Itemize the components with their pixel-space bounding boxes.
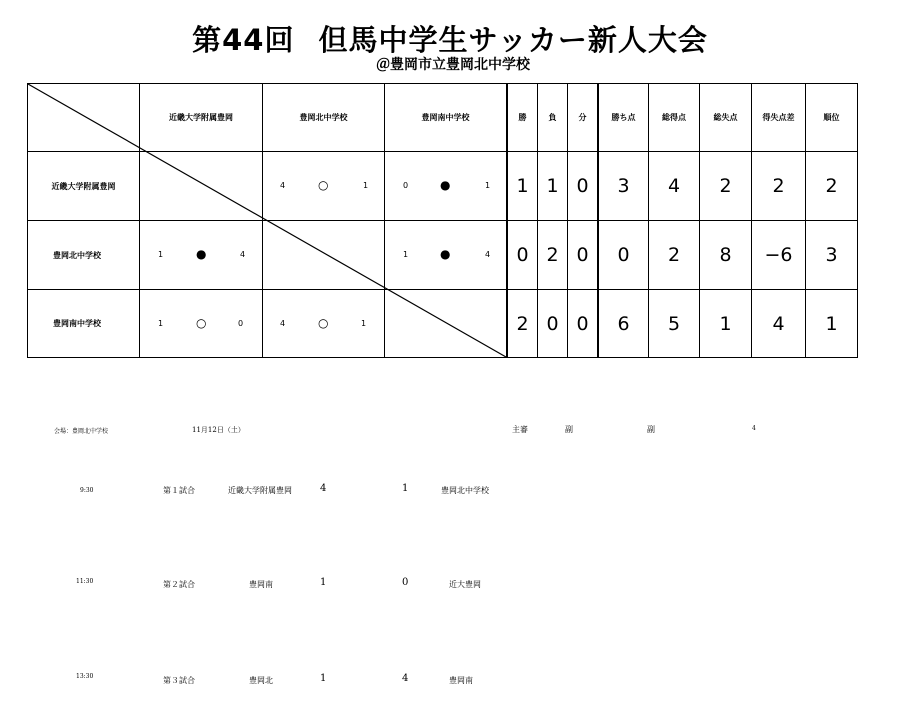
referee-assist1-label: 副: [565, 425, 573, 434]
header-points: 勝ち点: [611, 113, 636, 122]
match-score-for: 1: [158, 319, 164, 328]
stat-goals-for: 4: [667, 175, 681, 197]
stat-goal-diff: 2: [772, 175, 785, 197]
match-home-score: 4: [320, 483, 327, 494]
stat-rank: 3: [825, 244, 838, 266]
header-team-kita: 豊岡北中学校: [299, 113, 348, 122]
match-home-team: 豊岡南: [249, 580, 273, 589]
match-home-team: 豊岡北: [249, 676, 273, 685]
stat-goals-for: 5: [667, 312, 681, 335]
venue-subtitle: ＠豊岡市立豊岡北中学校: [376, 57, 530, 73]
match-home-score: 1: [320, 577, 327, 588]
header-goals-for: 総得点: [662, 113, 686, 122]
header-rank: 順位: [823, 113, 840, 122]
stat-goals-against: 8: [719, 244, 732, 266]
match-time: 11:30: [76, 578, 94, 585]
header-goal-diff: 得失点差: [762, 113, 795, 122]
stat-goals-against: 2: [719, 175, 732, 197]
header-losses: 負: [548, 113, 557, 122]
header-team-minami: 豊岡南中学校: [421, 113, 470, 122]
title-prefix: 第44回: [192, 23, 295, 57]
referee-chief-label: 主審: [512, 425, 528, 434]
stat-draws: 0: [576, 244, 589, 266]
match-score-against: 1: [361, 319, 367, 328]
match-result-mark: ○: [318, 178, 329, 192]
match-score-against: 1: [363, 181, 369, 190]
stat-draws: 0: [576, 175, 589, 197]
row-name-kindai: 近畿大学附属豊岡: [51, 181, 116, 191]
header-goals-against: 総失点: [713, 113, 738, 122]
stat-goals-for: 2: [667, 244, 681, 266]
stat-points: 0: [617, 244, 630, 266]
match-away-team: 豊岡南: [449, 676, 473, 685]
match-score-for: 1: [158, 250, 164, 259]
match-score-against: 4: [485, 250, 491, 259]
match-result-mark: ●: [440, 178, 451, 192]
stat-wins: 2: [516, 312, 529, 335]
match-result-mark: ●: [196, 247, 207, 261]
row-name-kita: 豊岡北中学校: [53, 250, 101, 260]
stat-points: 3: [617, 175, 630, 197]
match-score-for: 0: [403, 181, 409, 190]
match-away-team: 豊岡北中学校: [441, 486, 489, 495]
match-away-score: 4: [402, 673, 409, 684]
schedule-venue-note: 会場：豊岡北中学校: [54, 428, 109, 435]
match-score-against: 1: [485, 181, 491, 190]
header-team-kindai: 近畿大学附属豊岡: [169, 113, 233, 122]
stat-goal-diff: −6: [764, 244, 793, 266]
match-home-score: 1: [320, 673, 327, 684]
header-wins: 勝: [518, 113, 527, 122]
header-draws: 分: [578, 113, 587, 122]
match-result-mark: ○: [196, 316, 207, 330]
stat-losses: 1: [546, 175, 559, 197]
stat-losses: 2: [546, 244, 559, 266]
match-result-mark: ○: [318, 316, 329, 330]
referee-fourth-label: 4: [752, 425, 756, 432]
match-result-mark: ●: [440, 247, 451, 261]
stat-rank: 2: [825, 175, 838, 197]
match-time: 9:30: [80, 487, 94, 494]
stat-draws: 0: [576, 312, 589, 335]
match-label: 第１試合: [163, 486, 195, 495]
referee-assist2-label: 副: [647, 425, 655, 434]
match-time: 13:30: [76, 673, 94, 680]
match-score-for: 4: [280, 181, 286, 190]
match-score-against: 0: [238, 319, 244, 328]
stat-losses: 0: [546, 312, 559, 335]
match-away-team: 近大豊岡: [449, 580, 481, 589]
match-score-for: 1: [403, 250, 409, 259]
match-away-score: 0: [402, 577, 409, 588]
match-away-score: 1: [402, 483, 409, 494]
match-home-team: 近畿大学附属豊岡: [228, 486, 292, 495]
stat-goal-diff: 4: [772, 312, 785, 335]
match-label: 第２試合: [163, 580, 195, 589]
stat-wins: 1: [516, 175, 529, 197]
stat-goals-against: 1: [719, 312, 732, 335]
stat-wins: 0: [516, 244, 529, 266]
stat-points: 6: [617, 312, 630, 335]
match-score-for: 4: [280, 319, 286, 328]
title-main: 但馬中学生サッカー新人大会: [318, 23, 708, 57]
row-name-minami: 豊岡南中学校: [53, 319, 101, 328]
match-label: 第３試合: [163, 676, 195, 685]
match-score-against: 4: [240, 250, 246, 259]
stat-rank: 1: [825, 312, 838, 335]
schedule-date: 11月12日（土）: [192, 426, 245, 434]
